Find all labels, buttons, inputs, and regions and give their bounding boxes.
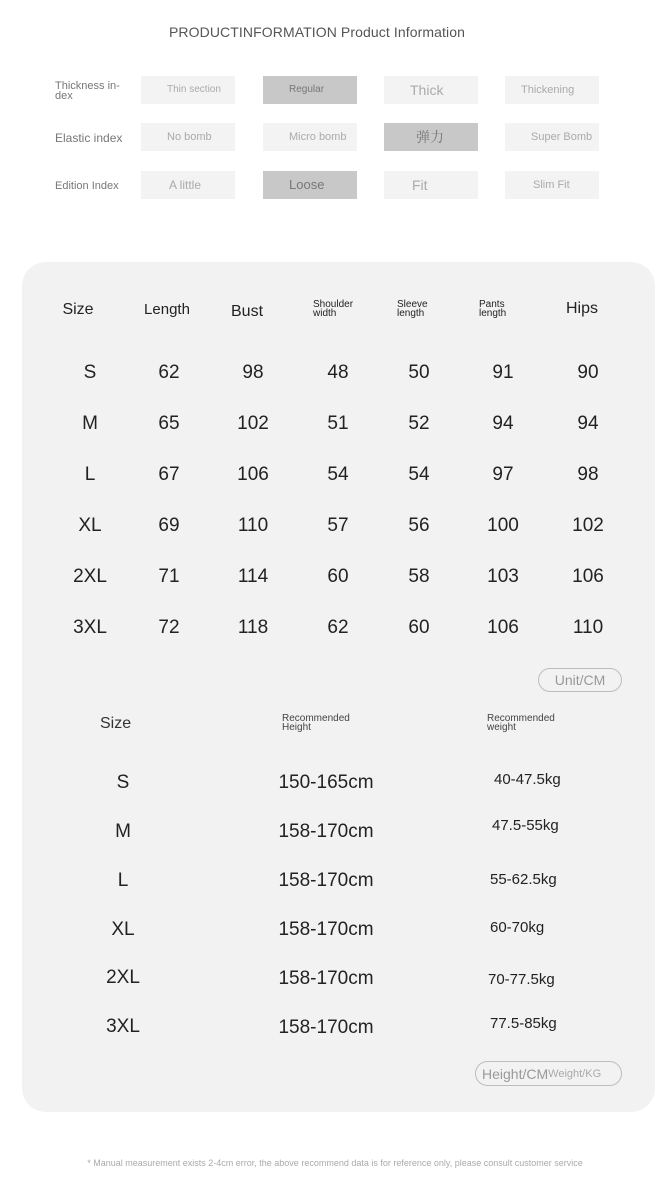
cell-sleeve: 50 <box>408 362 430 383</box>
rec-height: 158-170cm <box>278 870 374 891</box>
thickness-option-thin: Thin section <box>141 76 235 104</box>
rec-height: 158-170cm <box>278 1017 374 1038</box>
cell-hips: 98 <box>577 464 599 485</box>
elastic-option-micro-bomb: Micro bomb <box>263 123 357 151</box>
cell-pants: 94 <box>492 413 514 434</box>
thickness-label: Thickness in-dex <box>55 80 120 102</box>
cell-shoulder: 57 <box>327 515 349 536</box>
cell-length: 69 <box>158 515 180 536</box>
cell-sleeve: 52 <box>408 413 430 434</box>
thickness-option-thickening: Thickening <box>505 76 599 104</box>
rec-weight: 60-70kg <box>490 919 545 936</box>
cell-pants: 106 <box>487 617 519 638</box>
cell-sleeve: 60 <box>408 617 430 638</box>
cell-pants: 91 <box>492 362 514 383</box>
cell-hips: 110 <box>572 617 604 638</box>
rec-weight: 47.5-55kg <box>492 817 559 834</box>
cell-shoulder: 54 <box>327 464 349 485</box>
cell-size: 2XL <box>73 566 107 587</box>
rec-weight: 77.5-85kg <box>490 1015 557 1032</box>
cell-hips: 106 <box>572 566 604 587</box>
measurement-footnote: * Manual measurement exists 2-4cm error, the above recommend data is for reference only, please consult customer service <box>87 1158 583 1168</box>
header-length: Length <box>144 301 190 318</box>
rec-height: 158-170cm <box>278 821 374 842</box>
cell-length: 62 <box>158 362 180 383</box>
edition-option-fit: Fit <box>384 171 478 199</box>
header-bust: Bust <box>230 303 264 320</box>
cell-shoulder: 51 <box>327 413 349 434</box>
rec-size: 3XL <box>106 1016 140 1037</box>
weight-unit: Weight/KG <box>548 1067 602 1080</box>
header-size: Size <box>62 301 94 318</box>
cell-bust: 114 <box>237 566 269 587</box>
unit-badge: Unit/CM <box>538 668 622 692</box>
header-shoulder-width: Shoulder width <box>313 299 354 319</box>
rec-size: XL <box>111 919 135 940</box>
cell-length: 65 <box>158 413 180 434</box>
edition-row <box>0 171 670 201</box>
cell-pants: 103 <box>487 566 519 587</box>
rec-size: L <box>117 870 129 891</box>
cell-length: 67 <box>158 464 180 485</box>
edition-label: Edition Index <box>55 180 119 192</box>
rec-height: 158-170cm <box>278 919 374 940</box>
page-title: PRODUCTINFORMATION Product Information <box>168 24 466 40</box>
cell-length: 72 <box>158 617 180 638</box>
height-unit: Height/CM <box>482 1065 549 1082</box>
edition-option-loose: Loose <box>263 171 357 199</box>
thickness-option-thick: Thick <box>384 76 478 104</box>
cell-shoulder: 60 <box>327 566 349 587</box>
cell-size: XL <box>78 515 102 536</box>
header-sleeve-length: Sleeve length <box>397 299 428 319</box>
cell-bust: 118 <box>237 617 269 638</box>
cell-size: S <box>83 362 97 383</box>
rec-size: 2XL <box>106 967 140 988</box>
rec-weight: 70-77.5kg <box>488 971 555 988</box>
rec-height: 150-165cm <box>278 772 374 793</box>
thickness-option-regular: Regular <box>263 76 357 104</box>
cell-sleeve: 58 <box>408 566 430 587</box>
rec-size: M <box>115 821 131 842</box>
rec-weight: 55-62.5kg <box>490 871 557 888</box>
edition-option-a-little: A little <box>141 171 235 199</box>
rec-weight: 40-47.5kg <box>494 771 561 788</box>
cell-hips: 90 <box>577 362 599 383</box>
header-pants-length: Pants length <box>479 299 507 319</box>
cell-pants: 100 <box>487 515 519 536</box>
cell-sleeve: 54 <box>408 464 430 485</box>
cell-size: L <box>84 464 96 485</box>
cell-hips: 102 <box>572 515 604 536</box>
cell-size: 3XL <box>73 617 107 638</box>
recommend-header-height: Recommended Height <box>282 713 350 733</box>
recommend-header-weight: Recommended weight <box>487 713 555 733</box>
cell-shoulder: 48 <box>327 362 349 383</box>
elastic-option-no-bomb: No bomb <box>141 123 235 151</box>
cell-hips: 94 <box>577 413 599 434</box>
elastic-label: Elastic index <box>55 131 123 145</box>
recommend-header-size: Size <box>100 715 132 732</box>
elastic-option-elastic: 弹力 <box>384 123 478 151</box>
elastic-option-super-bomb: Super Bomb <box>505 123 599 151</box>
edition-option-slim-fit: Slim Fit <box>505 171 599 199</box>
cell-bust: 98 <box>242 362 264 383</box>
cell-shoulder: 62 <box>327 617 349 638</box>
cell-length: 71 <box>158 566 180 587</box>
cell-bust: 102 <box>237 413 269 434</box>
height-weight-unit-badge <box>475 1061 622 1086</box>
cell-pants: 97 <box>492 464 514 485</box>
cell-bust: 110 <box>237 515 269 536</box>
elastic-row <box>0 123 670 153</box>
cell-bust: 106 <box>237 464 269 485</box>
rec-size: S <box>116 772 130 793</box>
header-hips: Hips <box>565 300 599 317</box>
cell-sleeve: 56 <box>408 515 430 536</box>
thickness-row <box>0 76 670 106</box>
cell-size: M <box>82 413 98 434</box>
rec-height: 158-170cm <box>278 968 374 989</box>
